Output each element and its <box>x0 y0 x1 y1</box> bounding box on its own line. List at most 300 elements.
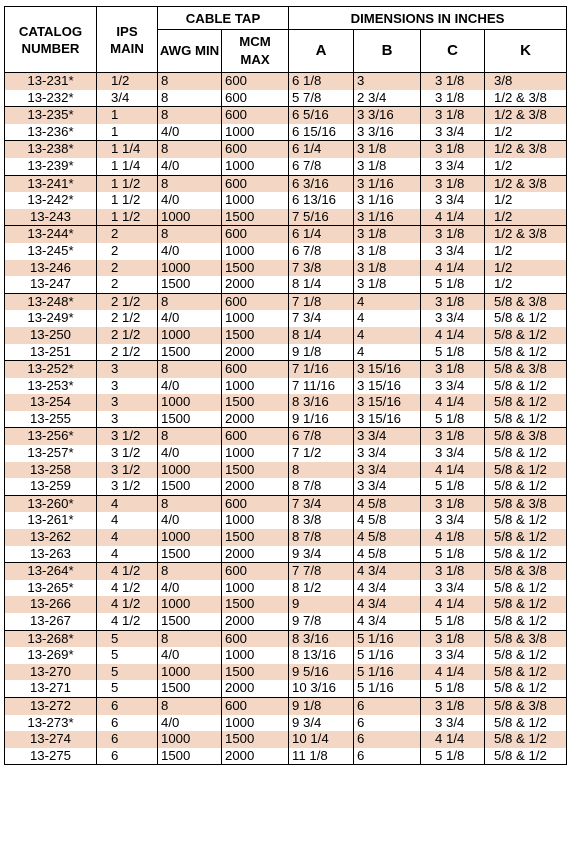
cell-dim-c: 5 1/8 <box>421 680 485 697</box>
cell-awg-min: 1000 <box>158 260 222 277</box>
cell-ips-main: 3 <box>97 361 158 378</box>
cell-awg-min: 8 <box>158 107 222 124</box>
cell-ips-main: 2 <box>97 226 158 243</box>
cell-catalog-number: 13-239* <box>5 158 97 175</box>
cell-dim-c: 3 3/4 <box>421 243 485 260</box>
cell-mcm-max: 1500 <box>222 327 289 344</box>
cell-ips-main: 2 <box>97 260 158 277</box>
cell-awg-min: 1000 <box>158 327 222 344</box>
cell-dim-a: 8 1/4 <box>289 276 354 293</box>
cell-awg-min: 8 <box>158 73 222 90</box>
cell-catalog-number: 13-244* <box>5 226 97 243</box>
cell-dim-b: 5 1/16 <box>354 664 421 681</box>
cell-dim-b: 4 3/4 <box>354 580 421 597</box>
cell-catalog-number: 13-267 <box>5 613 97 630</box>
cell-dim-b: 3 3/4 <box>354 445 421 462</box>
table-row <box>5 394 567 411</box>
cell-dim-k: 1/2 <box>485 209 567 226</box>
cell-ips-main: 2 <box>97 243 158 260</box>
cell-dim-k: 1/2 & 3/8 <box>485 90 567 107</box>
cell-dim-a: 6 5/16 <box>289 107 354 124</box>
cell-catalog-number: 13-260* <box>5 495 97 512</box>
cell-dim-k: 5/8 & 1/2 <box>485 731 567 748</box>
cell-ips-main: 2 1/2 <box>97 344 158 361</box>
cell-dim-k: 5/8 & 3/8 <box>485 293 567 310</box>
table-row <box>5 310 567 327</box>
table-row <box>5 630 567 647</box>
cell-dim-a: 6 3/16 <box>289 175 354 192</box>
cell-awg-min: 8 <box>158 141 222 158</box>
cell-dim-b: 3 1/16 <box>354 175 421 192</box>
table-row <box>5 428 567 445</box>
cell-catalog-number: 13-243 <box>5 209 97 226</box>
cell-dim-c: 3 1/8 <box>421 361 485 378</box>
cell-dim-a: 6 13/16 <box>289 192 354 209</box>
cell-dim-a: 9 1/8 <box>289 344 354 361</box>
cell-awg-min: 8 <box>158 630 222 647</box>
cell-awg-min: 8 <box>158 226 222 243</box>
cell-dim-a: 8 <box>289 462 354 479</box>
cell-mcm-max: 2000 <box>222 344 289 361</box>
cell-dim-c: 3 3/4 <box>421 715 485 732</box>
cell-catalog-number: 13-256* <box>5 428 97 445</box>
cell-dim-a: 6 1/4 <box>289 141 354 158</box>
cell-catalog-number: 13-262 <box>5 529 97 546</box>
table-row <box>5 276 567 293</box>
cell-dim-b: 3 1/16 <box>354 192 421 209</box>
cell-mcm-max: 1000 <box>222 124 289 141</box>
cell-dim-a: 5 7/8 <box>289 90 354 107</box>
cell-dim-c: 4 1/4 <box>421 209 485 226</box>
cell-mcm-max: 1500 <box>222 462 289 479</box>
cell-dim-b: 3 15/16 <box>354 411 421 428</box>
cell-awg-min: 8 <box>158 361 222 378</box>
cell-awg-min: 8 <box>158 495 222 512</box>
cell-dim-a: 8 3/16 <box>289 630 354 647</box>
cell-dim-c: 5 1/8 <box>421 613 485 630</box>
cell-dim-a: 6 1/4 <box>289 226 354 243</box>
header-c: C <box>421 30 485 73</box>
cell-ips-main: 6 <box>97 731 158 748</box>
cell-dim-b: 3 3/16 <box>354 124 421 141</box>
cell-catalog-number: 13-252* <box>5 361 97 378</box>
cell-mcm-max: 600 <box>222 293 289 310</box>
cell-dim-k: 3/8 <box>485 73 567 90</box>
cell-dim-b: 4 3/4 <box>354 596 421 613</box>
cell-mcm-max: 1000 <box>222 243 289 260</box>
cell-awg-min: 1000 <box>158 462 222 479</box>
cell-dim-a: 8 7/8 <box>289 478 354 495</box>
cell-dim-b: 5 1/16 <box>354 630 421 647</box>
cell-awg-min: 1000 <box>158 394 222 411</box>
cell-awg-min: 8 <box>158 428 222 445</box>
cell-dim-b: 3 1/8 <box>354 226 421 243</box>
cell-dim-b: 4 5/8 <box>354 546 421 563</box>
table-row <box>5 697 567 714</box>
cell-mcm-max: 600 <box>222 697 289 714</box>
cell-dim-b: 4 5/8 <box>354 529 421 546</box>
cell-dim-c: 3 3/4 <box>421 378 485 395</box>
cell-dim-k: 5/8 & 1/2 <box>485 546 567 563</box>
cell-dim-k: 5/8 & 3/8 <box>485 697 567 714</box>
cell-mcm-max: 600 <box>222 175 289 192</box>
cell-dim-b: 4 3/4 <box>354 563 421 580</box>
cell-mcm-max: 1500 <box>222 664 289 681</box>
cell-catalog-number: 13-257* <box>5 445 97 462</box>
table-row <box>5 107 567 124</box>
cell-ips-main: 4 <box>97 529 158 546</box>
cell-dim-k: 5/8 & 1/2 <box>485 411 567 428</box>
cell-dim-k: 5/8 & 1/2 <box>485 647 567 664</box>
cell-dim-c: 3 3/4 <box>421 124 485 141</box>
cell-mcm-max: 600 <box>222 90 289 107</box>
cell-awg-min: 1500 <box>158 613 222 630</box>
cell-mcm-max: 600 <box>222 361 289 378</box>
cell-dim-c: 3 1/8 <box>421 175 485 192</box>
table-row <box>5 613 567 630</box>
cell-dim-b: 4 3/4 <box>354 613 421 630</box>
cell-mcm-max: 600 <box>222 141 289 158</box>
cell-mcm-max: 1500 <box>222 731 289 748</box>
cell-dim-k: 5/8 & 1/2 <box>485 680 567 697</box>
cell-dim-b: 4 <box>354 344 421 361</box>
cell-dim-b: 6 <box>354 748 421 765</box>
cell-mcm-max: 1000 <box>222 445 289 462</box>
cell-dim-c: 5 1/8 <box>421 411 485 428</box>
table-row <box>5 361 567 378</box>
cell-dim-a: 9 3/4 <box>289 715 354 732</box>
cell-dim-a: 9 <box>289 596 354 613</box>
cell-ips-main: 1 1/2 <box>97 209 158 226</box>
table-row <box>5 293 567 310</box>
cell-dim-a: 7 5/16 <box>289 209 354 226</box>
cell-ips-main: 4 1/2 <box>97 596 158 613</box>
cell-catalog-number: 13-275 <box>5 748 97 765</box>
cell-ips-main: 3 1/2 <box>97 478 158 495</box>
cell-dim-k: 5/8 & 1/2 <box>485 310 567 327</box>
cell-awg-min: 4/0 <box>158 512 222 529</box>
cell-dim-k: 5/8 & 3/8 <box>485 361 567 378</box>
table-row <box>5 495 567 512</box>
cell-dim-k: 5/8 & 3/8 <box>485 428 567 445</box>
cell-dim-k: 1/2 <box>485 192 567 209</box>
cell-dim-k: 1/2 <box>485 124 567 141</box>
cell-dim-k: 5/8 & 1/2 <box>485 715 567 732</box>
cell-dim-a: 8 3/16 <box>289 394 354 411</box>
table-body <box>5 73 567 765</box>
cell-mcm-max: 1500 <box>222 596 289 613</box>
cell-catalog-number: 13-248* <box>5 293 97 310</box>
table-row <box>5 327 567 344</box>
cell-dim-k: 5/8 & 1/2 <box>485 748 567 765</box>
cell-catalog-number: 13-242* <box>5 192 97 209</box>
cell-catalog-number: 13-259 <box>5 478 97 495</box>
cell-awg-min: 4/0 <box>158 647 222 664</box>
cell-dim-k: 1/2 <box>485 260 567 277</box>
header-k: K <box>485 30 567 73</box>
cell-catalog-number: 13-231* <box>5 73 97 90</box>
cell-dim-b: 3 1/8 <box>354 141 421 158</box>
cell-mcm-max: 600 <box>222 630 289 647</box>
cell-ips-main: 1/2 <box>97 73 158 90</box>
cell-catalog-number: 13-236* <box>5 124 97 141</box>
cell-catalog-number: 13-235* <box>5 107 97 124</box>
cell-mcm-max: 1000 <box>222 647 289 664</box>
cell-dim-c: 4 1/4 <box>421 327 485 344</box>
cell-ips-main: 1 <box>97 124 158 141</box>
cell-dim-c: 5 1/8 <box>421 276 485 293</box>
cell-dim-b: 3 1/8 <box>354 260 421 277</box>
header-awg-min: AWG MIN <box>158 30 222 73</box>
cell-dim-b: 4 5/8 <box>354 512 421 529</box>
cell-mcm-max: 1500 <box>222 394 289 411</box>
cell-dim-c: 3 3/4 <box>421 158 485 175</box>
cell-mcm-max: 2000 <box>222 478 289 495</box>
cell-dim-c: 3 1/8 <box>421 90 485 107</box>
cell-dim-c: 5 1/8 <box>421 546 485 563</box>
cell-ips-main: 5 <box>97 680 158 697</box>
cell-catalog-number: 13-263 <box>5 546 97 563</box>
cell-awg-min: 4/0 <box>158 124 222 141</box>
table-row <box>5 175 567 192</box>
cell-dim-k: 5/8 & 1/2 <box>485 529 567 546</box>
table-row <box>5 124 567 141</box>
cell-catalog-number: 13-269* <box>5 647 97 664</box>
cell-dim-b: 3 1/16 <box>354 209 421 226</box>
cell-dim-c: 3 1/8 <box>421 697 485 714</box>
cell-ips-main: 4 <box>97 546 158 563</box>
cell-dim-k: 5/8 & 1/2 <box>485 580 567 597</box>
cell-mcm-max: 1000 <box>222 192 289 209</box>
cell-dim-k: 1/2 <box>485 276 567 293</box>
cell-dim-a: 7 7/8 <box>289 563 354 580</box>
cell-catalog-number: 13-273* <box>5 715 97 732</box>
table-row <box>5 596 567 613</box>
header-cable-tap: CABLE TAP <box>158 7 289 30</box>
cell-dim-a: 10 1/4 <box>289 731 354 748</box>
cell-dim-a: 8 7/8 <box>289 529 354 546</box>
cell-dim-b: 3 1/8 <box>354 276 421 293</box>
table-row <box>5 344 567 361</box>
table-row <box>5 445 567 462</box>
cell-dim-c: 5 1/8 <box>421 748 485 765</box>
cell-ips-main: 4 1/2 <box>97 563 158 580</box>
cell-dim-a: 8 3/8 <box>289 512 354 529</box>
cell-awg-min: 4/0 <box>158 192 222 209</box>
cell-dim-a: 9 1/8 <box>289 697 354 714</box>
cell-catalog-number: 13-266 <box>5 596 97 613</box>
cell-dim-k: 1/2 <box>485 158 567 175</box>
cell-dim-b: 4 <box>354 293 421 310</box>
cell-ips-main: 6 <box>97 748 158 765</box>
cell-dim-c: 4 1/4 <box>421 731 485 748</box>
cell-mcm-max: 1500 <box>222 260 289 277</box>
table-row <box>5 411 567 428</box>
cell-catalog-number: 13-232* <box>5 90 97 107</box>
cell-dim-b: 6 <box>354 731 421 748</box>
cell-catalog-number: 13-245* <box>5 243 97 260</box>
cell-catalog-number: 13-253* <box>5 378 97 395</box>
cell-mcm-max: 2000 <box>222 748 289 765</box>
cell-dim-k: 5/8 & 3/8 <box>485 495 567 512</box>
table-row <box>5 462 567 479</box>
cell-awg-min: 1500 <box>158 344 222 361</box>
cell-ips-main: 1 1/2 <box>97 175 158 192</box>
cell-dim-b: 3 15/16 <box>354 378 421 395</box>
cell-catalog-number: 13-268* <box>5 630 97 647</box>
cell-mcm-max: 1000 <box>222 158 289 175</box>
cell-dim-c: 3 1/8 <box>421 141 485 158</box>
table-row <box>5 478 567 495</box>
cell-catalog-number: 13-270 <box>5 664 97 681</box>
cell-mcm-max: 600 <box>222 563 289 580</box>
cell-mcm-max: 600 <box>222 428 289 445</box>
table-row <box>5 680 567 697</box>
cell-ips-main: 2 1/2 <box>97 310 158 327</box>
cell-catalog-number: 13-261* <box>5 512 97 529</box>
cell-awg-min: 4/0 <box>158 310 222 327</box>
cell-dim-k: 5/8 & 1/2 <box>485 462 567 479</box>
cell-dim-c: 3 1/8 <box>421 107 485 124</box>
cell-mcm-max: 1500 <box>222 209 289 226</box>
cell-dim-k: 1/2 & 3/8 <box>485 226 567 243</box>
cell-ips-main: 4 1/2 <box>97 613 158 630</box>
cell-dim-k: 1/2 <box>485 243 567 260</box>
cell-awg-min: 1000 <box>158 596 222 613</box>
cell-dim-k: 5/8 & 1/2 <box>485 512 567 529</box>
table-row <box>5 378 567 395</box>
cell-dim-a: 6 7/8 <box>289 428 354 445</box>
cell-dim-a: 10 3/16 <box>289 680 354 697</box>
cell-ips-main: 2 1/2 <box>97 327 158 344</box>
table-row <box>5 243 567 260</box>
table-row <box>5 141 567 158</box>
cell-dim-b: 3 3/16 <box>354 107 421 124</box>
cell-dim-k: 1/2 & 3/8 <box>485 107 567 124</box>
cell-dim-a: 7 11/16 <box>289 378 354 395</box>
cell-dim-k: 5/8 & 1/2 <box>485 445 567 462</box>
cell-dim-a: 6 7/8 <box>289 158 354 175</box>
table-row <box>5 580 567 597</box>
cell-ips-main: 2 <box>97 276 158 293</box>
cell-dim-b: 3 15/16 <box>354 394 421 411</box>
cell-dim-k: 5/8 & 1/2 <box>485 613 567 630</box>
cell-mcm-max: 1000 <box>222 715 289 732</box>
cell-awg-min: 1000 <box>158 209 222 226</box>
cell-dim-b: 3 15/16 <box>354 361 421 378</box>
cell-dim-c: 5 1/8 <box>421 478 485 495</box>
cell-catalog-number: 13-250 <box>5 327 97 344</box>
cell-catalog-number: 13-246 <box>5 260 97 277</box>
cell-dim-b: 3 <box>354 73 421 90</box>
cell-mcm-max: 600 <box>222 495 289 512</box>
cell-dim-c: 3 3/4 <box>421 445 485 462</box>
cell-dim-c: 3 3/4 <box>421 310 485 327</box>
cell-ips-main: 1 1/4 <box>97 158 158 175</box>
cell-dim-b: 3 1/8 <box>354 158 421 175</box>
table-row <box>5 647 567 664</box>
header-ips-main: IPS MAIN <box>97 7 158 73</box>
table-row <box>5 90 567 107</box>
cell-dim-a: 6 7/8 <box>289 243 354 260</box>
cell-dim-a: 7 1/16 <box>289 361 354 378</box>
header-dimensions: DIMENSIONS IN INCHES <box>289 7 567 30</box>
cell-dim-b: 2 3/4 <box>354 90 421 107</box>
header-mcm-max: MCM MAX <box>222 30 289 73</box>
cell-dim-a: 11 1/8 <box>289 748 354 765</box>
cell-dim-b: 4 <box>354 310 421 327</box>
cell-mcm-max: 600 <box>222 107 289 124</box>
cell-dim-b: 3 3/4 <box>354 478 421 495</box>
cell-awg-min: 4/0 <box>158 378 222 395</box>
cell-catalog-number: 13-264* <box>5 563 97 580</box>
header-b: B <box>354 30 421 73</box>
cell-awg-min: 8 <box>158 175 222 192</box>
cell-ips-main: 4 <box>97 495 158 512</box>
cell-awg-min: 1500 <box>158 680 222 697</box>
cell-dim-c: 3 3/4 <box>421 647 485 664</box>
table-row <box>5 260 567 277</box>
cell-catalog-number: 13-258 <box>5 462 97 479</box>
table-row <box>5 73 567 90</box>
cell-dim-k: 5/8 & 1/2 <box>485 478 567 495</box>
cell-ips-main: 1 <box>97 107 158 124</box>
cell-catalog-number: 13-249* <box>5 310 97 327</box>
cell-dim-b: 6 <box>354 697 421 714</box>
cell-dim-k: 5/8 & 3/8 <box>485 563 567 580</box>
cell-mcm-max: 1000 <box>222 580 289 597</box>
cell-ips-main: 2 1/2 <box>97 293 158 310</box>
cell-dim-a: 8 1/2 <box>289 580 354 597</box>
cell-dim-c: 3 3/4 <box>421 580 485 597</box>
cell-awg-min: 4/0 <box>158 243 222 260</box>
cell-dim-a: 7 3/8 <box>289 260 354 277</box>
catalog-dimensions-table <box>4 6 567 765</box>
cell-dim-c: 4 1/4 <box>421 664 485 681</box>
cell-mcm-max: 1000 <box>222 310 289 327</box>
cell-ips-main: 5 <box>97 647 158 664</box>
cell-dim-b: 4 5/8 <box>354 495 421 512</box>
cell-awg-min: 1000 <box>158 529 222 546</box>
cell-dim-k: 5/8 & 1/2 <box>485 394 567 411</box>
table-row <box>5 731 567 748</box>
cell-dim-c: 3 1/8 <box>421 495 485 512</box>
cell-dim-k: 5/8 & 1/2 <box>485 344 567 361</box>
cell-dim-c: 4 1/4 <box>421 462 485 479</box>
cell-ips-main: 3 <box>97 411 158 428</box>
cell-awg-min: 8 <box>158 293 222 310</box>
cell-dim-b: 3 3/4 <box>354 428 421 445</box>
cell-awg-min: 8 <box>158 563 222 580</box>
cell-ips-main: 3/4 <box>97 90 158 107</box>
cell-mcm-max: 2000 <box>222 680 289 697</box>
cell-dim-b: 6 <box>354 715 421 732</box>
cell-catalog-number: 13-255 <box>5 411 97 428</box>
cell-catalog-number: 13-238* <box>5 141 97 158</box>
header-a: A <box>289 30 354 73</box>
cell-ips-main: 3 1/2 <box>97 445 158 462</box>
cell-awg-min: 1500 <box>158 411 222 428</box>
cell-ips-main: 3 <box>97 378 158 395</box>
table-row <box>5 563 567 580</box>
cell-catalog-number: 13-254 <box>5 394 97 411</box>
cell-catalog-number: 13-271 <box>5 680 97 697</box>
cell-dim-c: 3 3/4 <box>421 192 485 209</box>
cell-dim-c: 3 1/8 <box>421 563 485 580</box>
cell-dim-b: 5 1/16 <box>354 680 421 697</box>
cell-dim-b: 4 <box>354 327 421 344</box>
cell-mcm-max: 600 <box>222 226 289 243</box>
